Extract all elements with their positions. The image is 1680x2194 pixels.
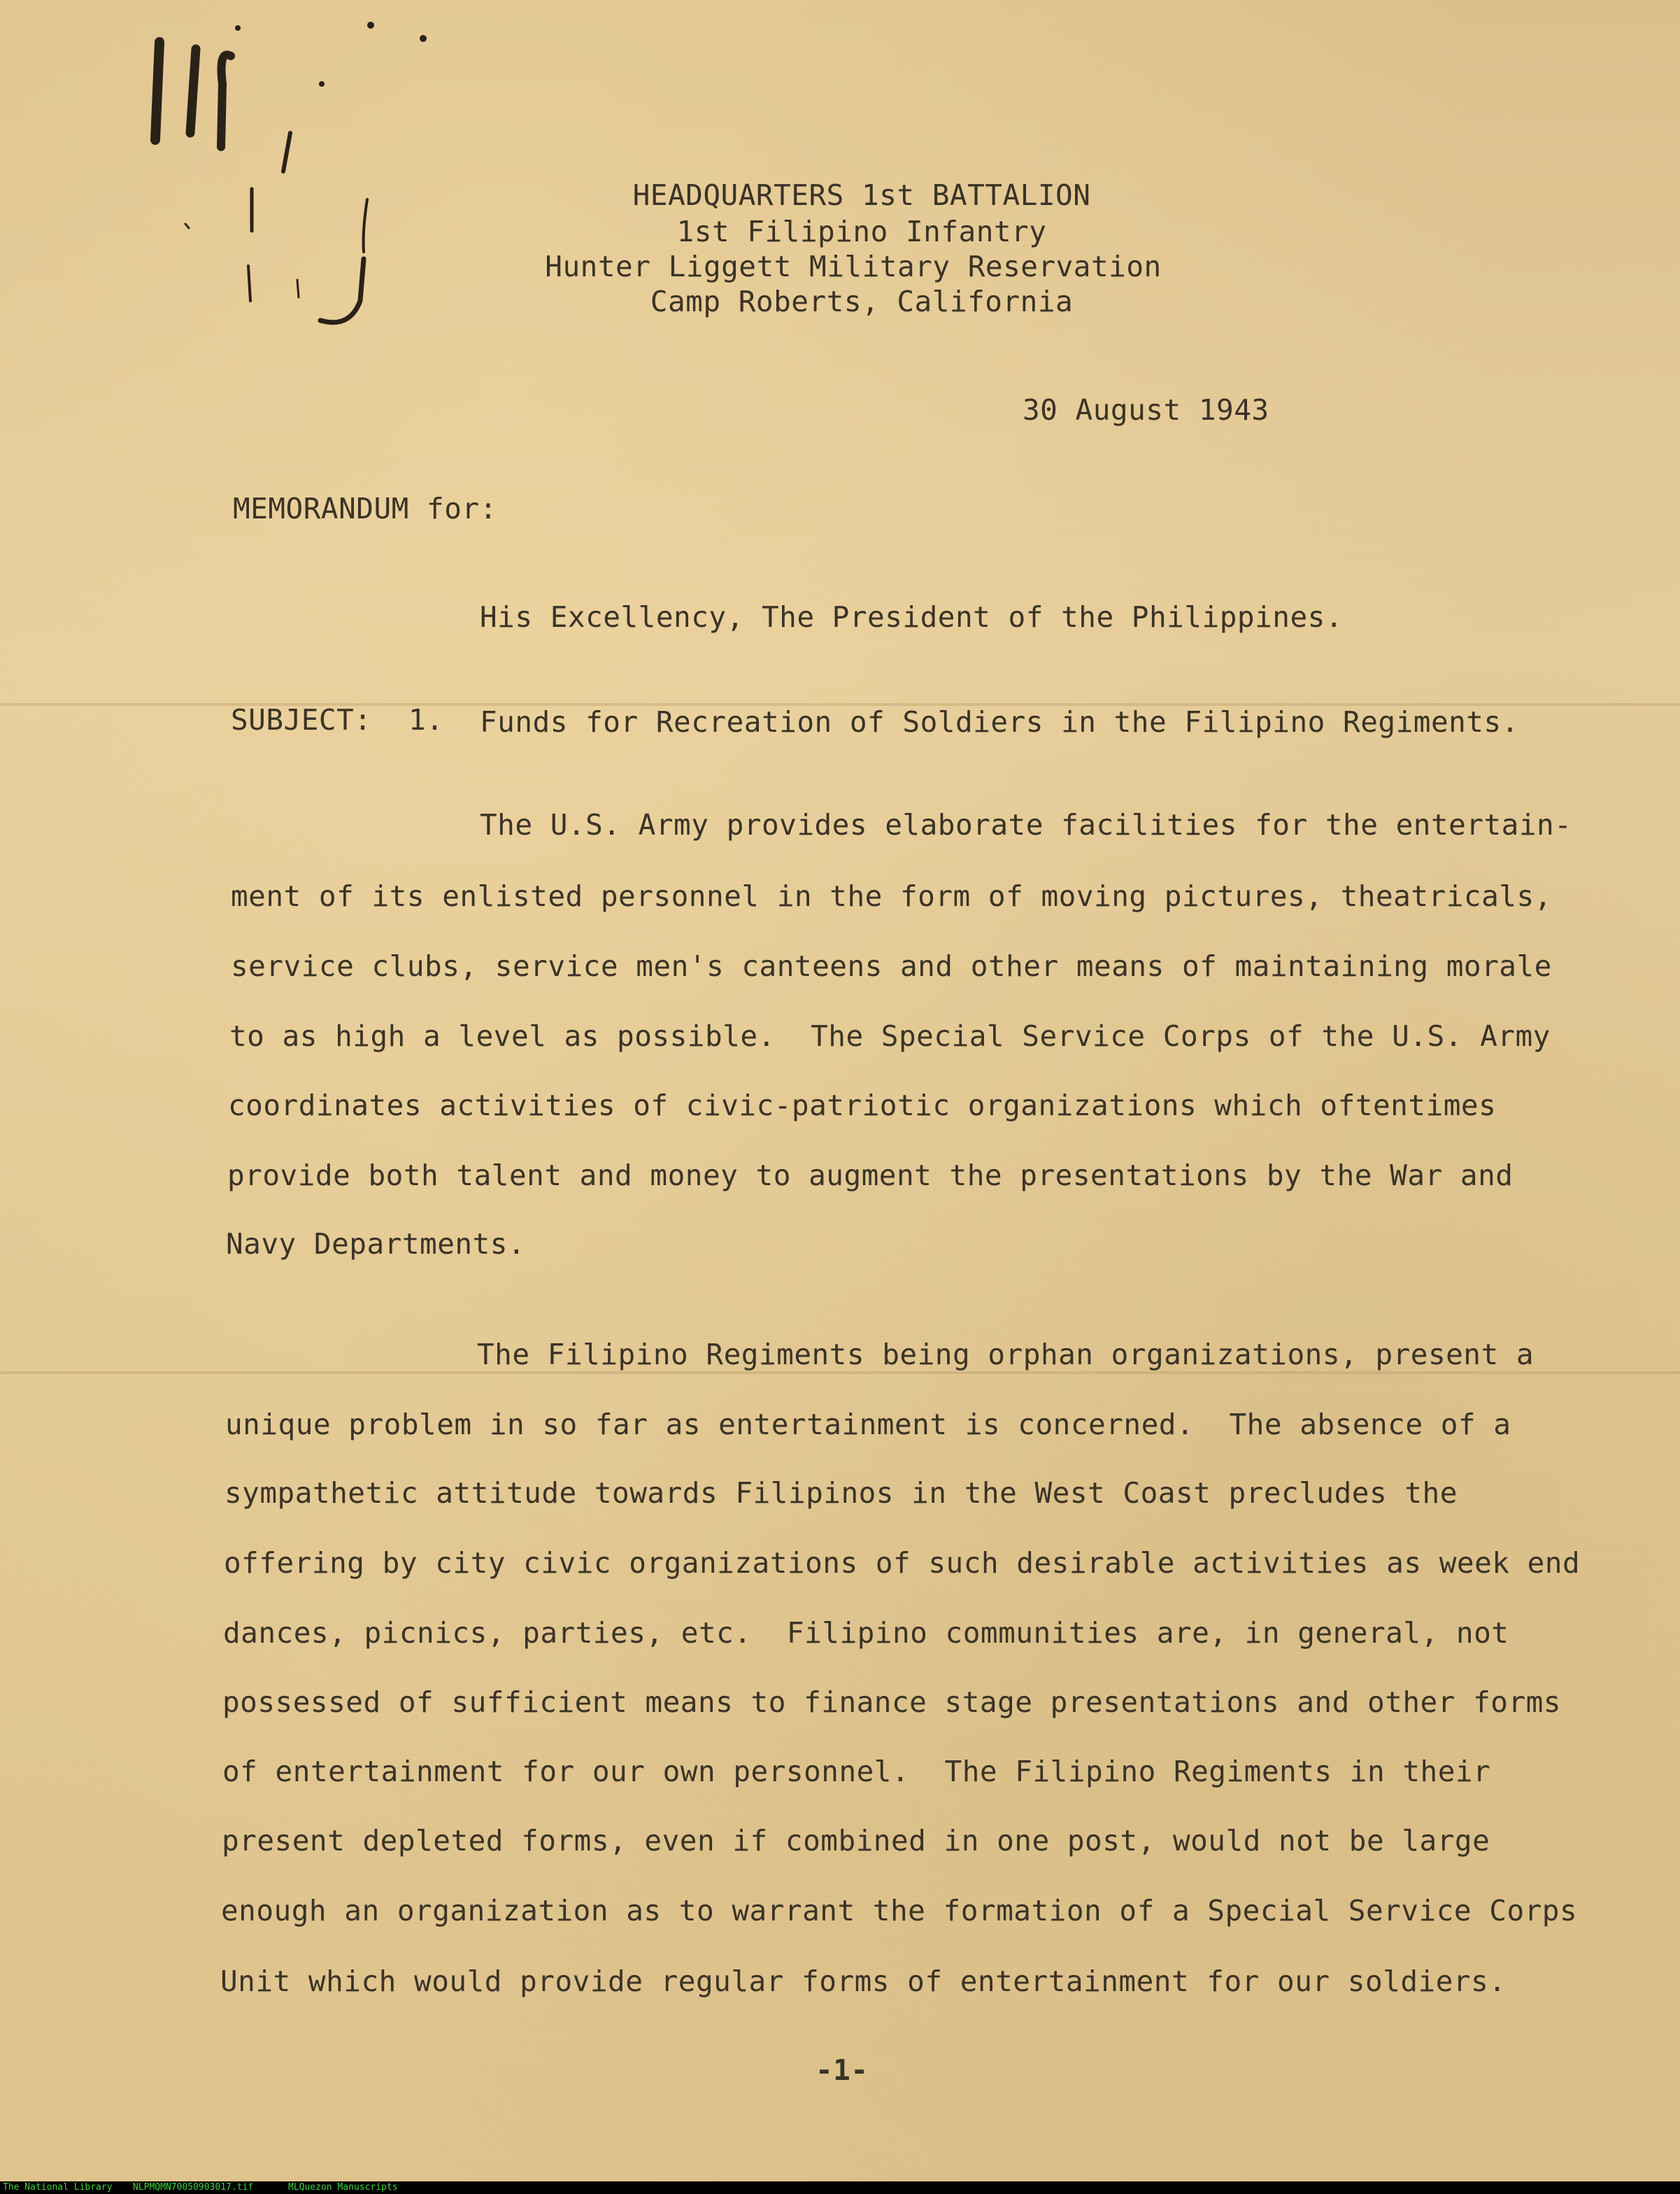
handwritten-marks-icon	[140, 21, 434, 336]
paper-fold-line	[0, 1371, 1680, 1374]
footer-library: The National Library	[3, 2182, 113, 2193]
memo-addressee: His Excellency, The President of the Philippines.	[480, 600, 1344, 634]
memo-for-label: MEMORANDUM for:	[233, 492, 497, 525]
paragraph-1-line: coordinates activities of civic-patriotic organizations which oftentimes	[228, 1089, 1497, 1122]
scan-footer	[0, 2181, 1680, 2194]
paragraph-2-line: sympathetic attitude towards Filipinos in the West Coast precludes the	[225, 1476, 1458, 1510]
paragraph-2-line: present depleted forms, even if combined in one post, would not be large	[222, 1824, 1490, 1857]
paragraph-2-line: unique problem in so far as entertainment is concerned. The absence of a	[225, 1408, 1511, 1441]
paragraph-2-line: Unit which would provide regular forms of entertainment for our soldiers.	[220, 1965, 1507, 1998]
letterhead-line-4-text: Camp Roberts, California	[650, 285, 1074, 318]
footer-file: NLPMQMN70050903017.tif	[133, 2182, 254, 2193]
paragraph-1-line: ment of its enlisted personnel in the form of moving pictures, theatricals,	[231, 879, 1552, 913]
subject-number: 1.	[408, 703, 444, 737]
paragraph-2-line: of entertainment for our own personnel. The Filipino Regiments in their	[222, 1755, 1491, 1788]
paragraph-2-line: dances, picnics, parties, etc. Filipino communities are, in general, not	[223, 1616, 1509, 1650]
subject-label: SUBJECT:	[231, 703, 372, 737]
paragraph-2-line: The Filipino Regiments being orphan organizations, present a	[477, 1338, 1535, 1371]
paragraph-1-line: service clubs, service men's canteens and other means of maintaining morale	[231, 949, 1552, 983]
paragraph-1-line: The U.S. Army provides elaborate facilities for the entertain-	[480, 808, 1572, 842]
subject-text: Funds for Recreation of Soldiers in the Filipino Regiments.	[480, 705, 1519, 739]
footer-collection: MLQuezon Manuscripts	[288, 2182, 398, 2193]
paragraph-2-line: enough an organization as to warrant the formation of a Special Service Corps	[221, 1894, 1578, 1927]
paragraph-1-line: to as high a level as possible. The Special Service Corps of the U.S. Army	[229, 1019, 1551, 1053]
paragraph-2-line: offering by city civic organizations of such desirable activities as week end	[224, 1546, 1581, 1580]
letterhead-line-2-text: 1st Filipino Infantry	[676, 215, 1047, 248]
page-number: -1-	[816, 2053, 869, 2087]
letterhead-line-3-text: Hunter Liggett Military Reservation	[545, 250, 1162, 283]
paragraph-1-line: Navy Departments.	[226, 1227, 526, 1261]
paragraph-2-line: possessed of sufficient means to finance stage presentations and other forms	[222, 1685, 1561, 1719]
paragraph-1-line: provide both talent and money to augment the presentations by the War and	[227, 1159, 1514, 1192]
letterhead-line-1-text: HEADQUARTERS 1st BATTALION	[632, 178, 1091, 212]
memo-date: 30 August 1943	[1023, 393, 1269, 427]
